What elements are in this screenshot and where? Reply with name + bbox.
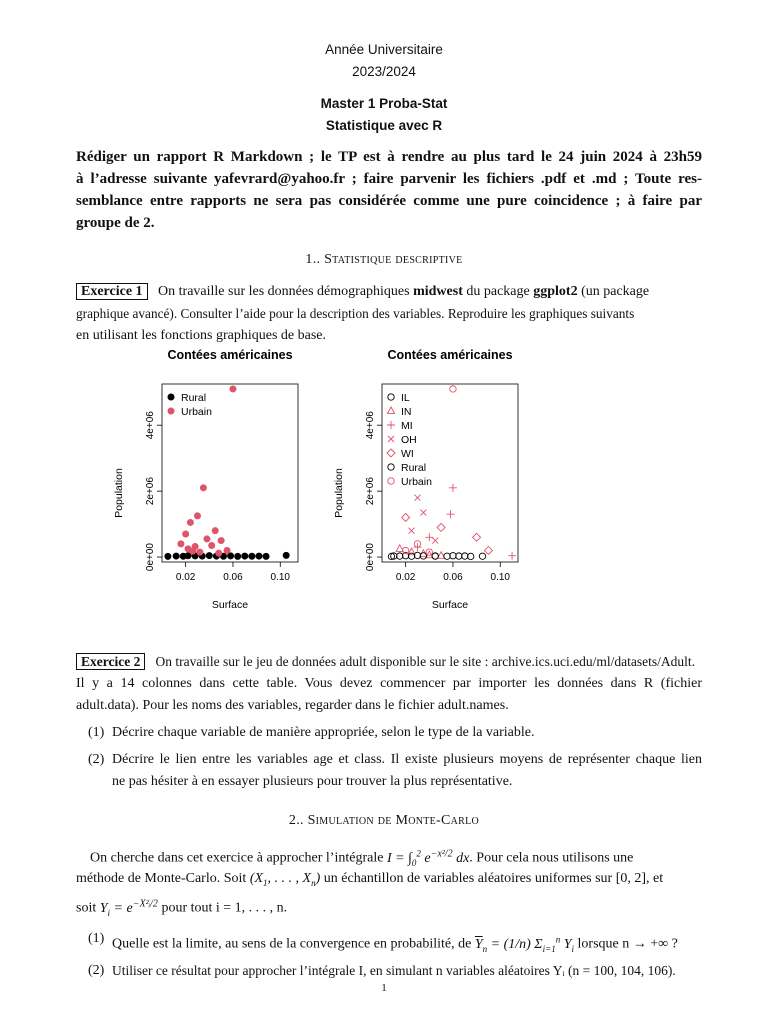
data-point-urbain [200, 485, 206, 491]
year-label: Année Universitaire [325, 42, 443, 57]
legend-marker-wi [387, 449, 395, 457]
exercise-2-line-2: Il y a 14 colonnes dans cette table. Vous devez commencer par importer les données dans R (fichier [76, 676, 702, 691]
y-axis-label: Population [113, 468, 125, 518]
data-point-rural [165, 553, 171, 559]
data-point-urbain [178, 541, 184, 547]
chart-title: Contées américaines [167, 348, 293, 362]
mc-text-3b: pour tout i = 1, . . . , n. [161, 900, 288, 916]
exercise-2-line-1 [76, 651, 702, 673]
data-point-rural [467, 553, 473, 559]
data-point-urbain [194, 513, 200, 519]
scatter-chart-2 [333, 348, 518, 611]
data-point-il [414, 552, 420, 558]
data-point-urbain [224, 547, 230, 553]
exercise-1-line-1 [76, 281, 702, 303]
data-point-rural [456, 553, 462, 559]
exercise-1-label: Exercice 1 [76, 283, 148, 300]
data-point-urbain [230, 386, 236, 392]
legend-marker-mi [387, 421, 395, 429]
data-point-urbain [216, 550, 222, 556]
exercise-1-line-3: en utilisant les fonctions graphiques de base. [76, 328, 326, 343]
scatter-chart-1 [113, 348, 298, 611]
y-tick-label: 2e+06 [145, 477, 156, 506]
mc-q1-line [112, 928, 678, 959]
data-point-oh [432, 538, 438, 544]
course-subtitle: Statistique avec R [325, 118, 443, 133]
data-point-urbain [197, 549, 203, 555]
mc-q1-text-a: Quelle est la limite, au sens de la convergence en probabilité, de [112, 936, 472, 952]
mc-text-2b: un échantillon de variables aléatoires uniformes sur [0, 2], et [323, 871, 664, 886]
data-point-rural [283, 552, 289, 558]
intro-line-3: semblance entre rapports ne sera pas considérée comme une pure coincidence ; à faire par [76, 193, 702, 209]
data-point-rural [242, 553, 248, 559]
legend-marker-urbain [168, 408, 174, 414]
ex2-text-1: On travaille sur le jeu de données adult disponible sur le site : archive.ics.uci.edu/ml/datasets/Adult. [155, 654, 695, 669]
yi-formula: $Y_i = e^{-X^2ᵢ/2}$ [99, 898, 158, 918]
mc-line-2 [76, 868, 663, 894]
data-point-oh [420, 510, 426, 516]
legend-label-oh: OH [401, 433, 417, 446]
data-point-rural [397, 553, 403, 559]
x-tick-label: 0.06 [223, 572, 243, 583]
data-point-urbain [204, 536, 210, 542]
mc-text-1a: On cherche dans cet exercice à approcher l’intégrale [90, 850, 384, 866]
mean-formula: $\overline{Y}_n = (1/n)$ $\Sigma_{i=1}^n$ $Y_i$ [474, 934, 575, 954]
legend-label-rural: Rural [401, 461, 427, 474]
legend-label-urbain: Urbain [181, 405, 212, 418]
mc-q2-text: Utiliser ce résultat pour approcher l’intégrale I, en simulant n variables aléatoires Yᵢ (n = 100, 104, 106). [112, 963, 676, 978]
data-point-urbain [182, 531, 188, 537]
x-tick-label: 0.02 [395, 572, 416, 583]
legend-marker-rural [168, 394, 174, 400]
data-point-rural [234, 553, 240, 559]
integral-formula: $I = \int_0^2$ $e^{-x^2/2}$ dx [386, 848, 470, 868]
data-point-urbain [208, 542, 214, 548]
ex1-text-c: du package [466, 284, 530, 299]
legend-label-rural: Rural [181, 391, 207, 404]
data-point-rural [249, 553, 255, 559]
data-point-rural [420, 553, 426, 559]
data-point-il [462, 553, 468, 559]
ex2-q1-number: (1) [88, 725, 105, 740]
mc-q1-number: (1) [88, 931, 105, 946]
data-point-mi [508, 552, 516, 560]
mc-text-2a: méthode de Monte-Carlo. Soit [76, 871, 247, 886]
ex2-q2-text-b: ne pas hésiter à en essayer plusieurs pour trouver la plus représentative. [112, 774, 513, 789]
legend-label-il: IL [401, 391, 410, 404]
data-point-mi [425, 533, 433, 541]
data-point-urbain [426, 549, 432, 555]
data-point-rural [479, 553, 485, 559]
data-point-rural [173, 553, 179, 559]
chart-title: Contées américaines [387, 348, 513, 362]
section-1-title: 1.. Statistique descriptive [305, 252, 463, 267]
y-tick-label: 0e+00 [145, 543, 156, 572]
data-point-rural [444, 553, 450, 559]
data-point-wi [473, 533, 481, 541]
legend-label-in: IN [401, 405, 412, 418]
legend-marker-rural [388, 464, 394, 470]
mc-text-3a: soit [76, 900, 97, 916]
x-tick-label: 0.10 [490, 572, 510, 583]
page-number: 1 [381, 982, 387, 994]
x-tick-label: 0.10 [270, 572, 290, 583]
exercise-2-label: Exercice 2 [76, 653, 145, 670]
x-tick-label: 0.02 [175, 572, 196, 583]
ex1-package-name: ggplot2 [533, 284, 578, 299]
data-point-il [450, 553, 456, 559]
exercise-2-line-3: adult.data). Pour les noms des variables, regarder dans le fichier adult.names. [76, 698, 509, 713]
data-point-urbain [190, 548, 196, 554]
section-2-title: 2.. Simulation de Monte-Carlo [288, 813, 480, 828]
data-point-oh [409, 528, 415, 534]
legend-marker-in [387, 407, 394, 414]
data-point-oh [414, 495, 420, 501]
ex2-q1-text: Décrire chaque variable de manière appropriée, selon le type de la variable. [112, 725, 535, 740]
mc-text-1b: . Pour cela nous utilisons une [469, 850, 634, 866]
legend-marker-urbain [388, 478, 394, 484]
y-tick-label: 4e+06 [145, 411, 156, 440]
data-point-wi [402, 514, 410, 522]
x-axis-label: Surface [431, 599, 469, 611]
data-point-mi [447, 510, 455, 518]
y-axis-label: Population [333, 468, 345, 518]
mc-q1-text-b: lorsque n → +∞ ? [577, 936, 678, 952]
y-tick-label: 0e+00 [365, 543, 376, 572]
year-value: 2023/2024 [352, 64, 416, 79]
legend-label-mi: MI [401, 419, 413, 432]
data-point-wi [484, 546, 492, 554]
data-point-rural [256, 553, 262, 559]
mc-q2-number: (2) [88, 963, 105, 978]
ex1-text-a: On travaille sur les données démographiques [158, 284, 410, 299]
sample-formula: ($X_1$, . . . , $X_n$) [249, 871, 321, 888]
intro-line-1: Rédiger un rapport R Markdown ; le TP est à rendre au plus tard le 24 juin 2024 à 23h59 [76, 149, 702, 165]
data-point-rural [408, 553, 414, 559]
data-point-wi [437, 523, 445, 531]
data-point-rural [206, 552, 212, 558]
course-title: Master 1 Proba-Stat [320, 96, 448, 111]
charts-container [100, 342, 540, 632]
legend-marker-oh [388, 436, 394, 442]
ex1-text-e: (un package [581, 284, 650, 299]
y-tick-label: 4e+06 [365, 411, 376, 440]
exercise-1-line-2: graphique avancé). Consulter l’aide pour la description des variables. Reproduire les graphiques suivants [76, 306, 635, 321]
legend-label-wi: WI [401, 447, 414, 460]
mc-line-3 [76, 893, 287, 923]
data-point-urbain [218, 537, 224, 543]
data-point-rural [263, 553, 269, 559]
ex2-q2-text-a: Décrire le lien entre les variables age et class. Il existe plusieurs moyens de représenter chaque lien [112, 752, 702, 767]
ex2-q2-number: (2) [88, 752, 105, 767]
data-point-urbain [212, 527, 218, 533]
data-point-rural [432, 553, 438, 559]
y-tick-label: 2e+06 [365, 477, 376, 506]
legend-label-urbain: Urbain [401, 475, 432, 488]
x-axis-label: Surface [211, 599, 249, 611]
legend-marker-il [388, 394, 394, 400]
data-point-mi [449, 484, 457, 492]
ex1-dataset-name: midwest [413, 284, 463, 299]
x-tick-label: 0.06 [443, 572, 463, 583]
intro-line-2: à l’adresse suivante yafevrard@yahoo.fr ; faire parvenir les fichiers .pdf et .md ; Toute res- [76, 171, 702, 187]
data-point-urbain [187, 519, 193, 525]
data-point-urbain [450, 386, 456, 392]
intro-line-4: groupe de 2. [76, 215, 155, 231]
